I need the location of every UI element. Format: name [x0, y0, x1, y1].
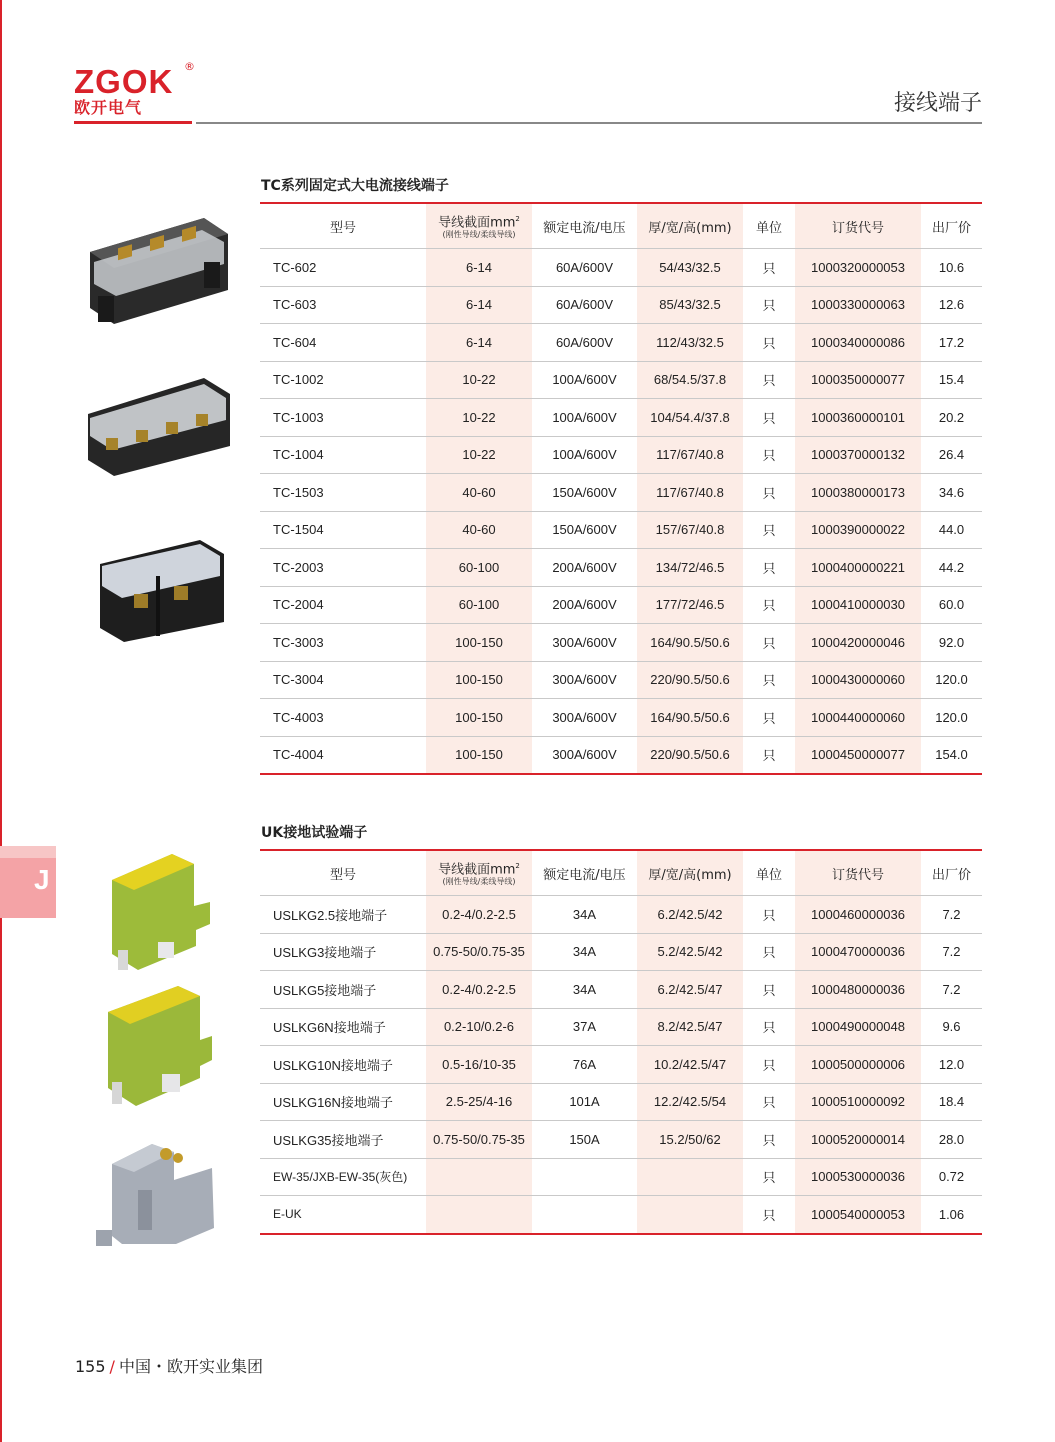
cell-dims: 68/54.5/37.8: [637, 361, 743, 399]
cell-dims: 117/67/40.8: [637, 474, 743, 512]
cell-price: 10.6: [921, 249, 982, 287]
table-row: [260, 436, 982, 474]
cell-dims: 164/90.5/50.6: [637, 699, 743, 737]
cell-dims: 220/90.5/50.6: [637, 661, 743, 699]
table-row: [260, 549, 982, 587]
cell-price: 26.4: [921, 436, 982, 474]
cell-model: TC-1504: [260, 511, 426, 549]
page-number: 155: [75, 1357, 106, 1376]
cell-price: 7.2: [921, 896, 982, 934]
cell-model: TC-603: [260, 286, 426, 324]
cell-model: USLKG2.5接地端子: [260, 896, 426, 934]
cell-unit: 只: [743, 661, 795, 699]
cell-wire: [426, 1158, 532, 1196]
cell-model: USLKG6N接地端子: [260, 1008, 426, 1046]
tc-1004-product-image: [84, 374, 234, 478]
table-row: [260, 896, 982, 934]
header-rule: [196, 122, 982, 124]
cell-unit: 只: [743, 511, 795, 549]
cell-unit: 只: [743, 324, 795, 362]
cell-price: 28.0: [921, 1121, 982, 1159]
cell-order: 1000340000086: [795, 324, 921, 362]
cell-model: USLKG35接地端子: [260, 1121, 426, 1159]
col-wire: 导线截面$mm^2$ (刚性导线/柔线导线): [426, 850, 532, 896]
cell-rated: 150A: [532, 1121, 637, 1159]
cell-model: TC-3004: [260, 661, 426, 699]
section-title-uk: UK接地试验端子: [261, 825, 368, 841]
uslkg-terminal-image-2: [98, 982, 214, 1110]
table-row: [260, 661, 982, 699]
table-row: [260, 286, 982, 324]
table-row: [260, 624, 982, 662]
cell-wire: 60-100: [426, 549, 532, 587]
cell-rated: [532, 1196, 637, 1234]
cell-model: TC-4004: [260, 736, 426, 774]
cell-price: 20.2: [921, 399, 982, 437]
cell-dims: 6.2/42.5/42: [637, 896, 743, 934]
cell-unit: 只: [743, 1008, 795, 1046]
table-row: [260, 361, 982, 399]
cell-model: TC-1503: [260, 474, 426, 512]
cell-model: TC-1004: [260, 436, 426, 474]
tc-spec-table: [260, 202, 982, 775]
cell-rated: 200A/600V: [532, 586, 637, 624]
cell-order: 1000320000053: [795, 249, 921, 287]
cell-dims: 12.2/42.5/54: [637, 1083, 743, 1121]
table-row: [260, 1158, 982, 1196]
cell-unit: 只: [743, 549, 795, 587]
cell-rated: 100A/600V: [532, 399, 637, 437]
col-model: 型号: [260, 203, 426, 249]
cell-dims: 220/90.5/50.6: [637, 736, 743, 774]
cell-model: TC-3003: [260, 624, 426, 662]
cell-price: 15.4: [921, 361, 982, 399]
cell-order: 1000370000132: [795, 436, 921, 474]
cell-unit: 只: [743, 1046, 795, 1084]
cell-wire: 2.5-25/4-16: [426, 1083, 532, 1121]
cell-wire: 0.2-10/0.2-6: [426, 1008, 532, 1046]
cell-unit: 只: [743, 971, 795, 1009]
cell-rated: 300A/600V: [532, 624, 637, 662]
cell-rated: 300A/600V: [532, 661, 637, 699]
cell-dims: 157/67/40.8: [637, 511, 743, 549]
col-dims: 厚/宽/高(mm): [637, 850, 743, 896]
cell-wire: 0.5-16/10-35: [426, 1046, 532, 1084]
uk-spec-table: [260, 849, 982, 1235]
cell-order: 1000460000036: [795, 896, 921, 934]
cell-wire: 6-14: [426, 324, 532, 362]
cell-rated: 300A/600V: [532, 699, 637, 737]
col-model: 型号: [260, 850, 426, 896]
table-row: [260, 971, 982, 1009]
col-price: 出厂价: [921, 203, 982, 249]
cell-model: USLKG16N接地端子: [260, 1083, 426, 1121]
cell-price: 60.0: [921, 586, 982, 624]
cell-wire: 10-22: [426, 399, 532, 437]
cell-price: 120.0: [921, 699, 982, 737]
cell-model: TC-602: [260, 249, 426, 287]
cell-unit: 只: [743, 399, 795, 437]
cell-price: 0.72: [921, 1158, 982, 1196]
cell-order: 1000520000014: [795, 1121, 921, 1159]
cell-order: 1000410000030: [795, 586, 921, 624]
cell-order: 1000350000077: [795, 361, 921, 399]
cell-wire: 10-22: [426, 361, 532, 399]
cell-price: 17.2: [921, 324, 982, 362]
cell-unit: 只: [743, 699, 795, 737]
cell-price: 1.06: [921, 1196, 982, 1234]
cell-dims: 177/72/46.5: [637, 586, 743, 624]
page-footer: [75, 1354, 263, 1377]
cell-unit: 只: [743, 249, 795, 287]
cell-wire: 100-150: [426, 736, 532, 774]
table-row: [260, 933, 982, 971]
cell-rated: [532, 1158, 637, 1196]
table-row: [260, 511, 982, 549]
cell-order: 1000510000092: [795, 1083, 921, 1121]
table-row: [260, 474, 982, 512]
cell-wire: 0.2-4/0.2-2.5: [426, 896, 532, 934]
cell-order: 1000390000022: [795, 511, 921, 549]
footer-slash: /: [109, 1357, 115, 1376]
col-unit: 单位: [743, 850, 795, 896]
cell-price: 120.0: [921, 661, 982, 699]
cell-dims: 112/43/32.5: [637, 324, 743, 362]
cell-rated: 300A/600V: [532, 736, 637, 774]
cell-wire: 40-60: [426, 474, 532, 512]
cell-price: 9.6: [921, 1008, 982, 1046]
cell-model: TC-2004: [260, 586, 426, 624]
cell-order: 1000500000006: [795, 1046, 921, 1084]
cell-order: 1000440000060: [795, 699, 921, 737]
cell-model: USLKG5接地端子: [260, 971, 426, 1009]
cell-price: 7.2: [921, 971, 982, 1009]
cell-rated: 60A/600V: [532, 286, 637, 324]
cell-wire: 40-60: [426, 511, 532, 549]
cell-unit: 只: [743, 1158, 795, 1196]
cell-order: 1000330000063: [795, 286, 921, 324]
table-row: [260, 586, 982, 624]
cell-model: TC-1003: [260, 399, 426, 437]
cell-wire: 100-150: [426, 624, 532, 662]
cell-unit: 只: [743, 586, 795, 624]
cell-model: USLKG3接地端子: [260, 933, 426, 971]
table-row: [260, 1046, 982, 1084]
cell-rated: 34A: [532, 971, 637, 1009]
cell-order: 1000400000221: [795, 549, 921, 587]
cell-model: USLKG10N接地端子: [260, 1046, 426, 1084]
cell-dims: 134/72/46.5: [637, 549, 743, 587]
ew35-endstop-image: [92, 1140, 218, 1250]
header-accent-rule: [74, 121, 192, 124]
cell-order: 1000420000046: [795, 624, 921, 662]
cell-price: 34.6: [921, 474, 982, 512]
cell-dims: 54/43/32.5: [637, 249, 743, 287]
cell-order: 1000490000048: [795, 1008, 921, 1046]
cell-price: 18.4: [921, 1083, 982, 1121]
cell-price: 12.6: [921, 286, 982, 324]
cell-order: 1000360000101: [795, 399, 921, 437]
cell-order: 1000450000077: [795, 736, 921, 774]
cell-order: 1000540000053: [795, 1196, 921, 1234]
footer-org: 中国・欧开实业集团: [118, 1357, 263, 1376]
tc-2003-product-image: [96, 536, 228, 644]
section-tab-j: J: [0, 846, 56, 918]
table-row: [260, 736, 982, 774]
cell-price: 12.0: [921, 1046, 982, 1084]
cell-unit: 只: [743, 896, 795, 934]
cell-wire: 0.2-4/0.2-2.5: [426, 971, 532, 1009]
cell-dims: 15.2/50/62: [637, 1121, 743, 1159]
cell-order: 1000480000036: [795, 971, 921, 1009]
table-row: [260, 1008, 982, 1046]
cell-wire: 0.75-50/0.75-35: [426, 1121, 532, 1159]
cell-rated: 34A: [532, 896, 637, 934]
section-tab-j-highlight: [0, 846, 56, 858]
page-title: 接线端子: [893, 91, 982, 116]
table-header-row: [260, 203, 982, 249]
table-row: [260, 249, 982, 287]
cell-dims: 10.2/42.5/47: [637, 1046, 743, 1084]
table-header-row: [260, 850, 982, 896]
table-row: [260, 1083, 982, 1121]
cell-wire: 0.75-50/0.75-35: [426, 933, 532, 971]
registered-mark: ®: [184, 60, 195, 73]
col-rated: 额定电流/电压: [532, 203, 637, 249]
cell-dims: 85/43/32.5: [637, 286, 743, 324]
cell-dims: [637, 1158, 743, 1196]
cell-model: TC-4003: [260, 699, 426, 737]
cell-model: TC-604: [260, 324, 426, 362]
col-dims: 厚/宽/高(mm): [637, 203, 743, 249]
table-row: [260, 324, 982, 362]
page-left-rule: [0, 0, 2, 1442]
cell-dims: 117/67/40.8: [637, 436, 743, 474]
cell-rated: 150A/600V: [532, 511, 637, 549]
cell-unit: 只: [743, 436, 795, 474]
cell-model: EW-35/JXB-EW-35(灰色): [260, 1158, 426, 1196]
cell-dims: 8.2/42.5/47: [637, 1008, 743, 1046]
cell-unit: 只: [743, 933, 795, 971]
cell-dims: 164/90.5/50.6: [637, 624, 743, 662]
table-row: [260, 399, 982, 437]
cell-unit: 只: [743, 361, 795, 399]
cell-price: 7.2: [921, 933, 982, 971]
cell-rated: 76A: [532, 1046, 637, 1084]
logo-text: ZGOK: [74, 63, 174, 100]
cell-price: 44.0: [921, 511, 982, 549]
col-wire: 导线截面$mm^2$ (刚性导线/柔线导线): [426, 203, 532, 249]
cell-order: 1000430000060: [795, 661, 921, 699]
col-unit: 单位: [743, 203, 795, 249]
cell-dims: 104/54.4/37.8: [637, 399, 743, 437]
cell-price: 44.2: [921, 549, 982, 587]
col-price: 出厂价: [921, 850, 982, 896]
cell-dims: [637, 1196, 743, 1234]
cell-order: 1000530000036: [795, 1158, 921, 1196]
cell-rated: 60A/600V: [532, 324, 637, 362]
cell-unit: 只: [743, 624, 795, 662]
section-title-tc: TC系列固定式大电流接线端子: [261, 178, 449, 194]
cell-price: 92.0: [921, 624, 982, 662]
cell-unit: 只: [743, 1196, 795, 1234]
col-rated: 额定电流/电压: [532, 850, 637, 896]
table-row: [260, 1121, 982, 1159]
cell-rated: 60A/600V: [532, 249, 637, 287]
uslkg-terminal-image-1: [98, 850, 212, 972]
cell-model: E-UK: [260, 1196, 426, 1234]
cell-rated: 101A: [532, 1083, 637, 1121]
cell-rated: 150A/600V: [532, 474, 637, 512]
cell-model: TC-1002: [260, 361, 426, 399]
cell-dims: 5.2/42.5/42: [637, 933, 743, 971]
cell-wire: 100-150: [426, 661, 532, 699]
cell-wire: 100-150: [426, 699, 532, 737]
cell-unit: 只: [743, 1121, 795, 1159]
col-order: 订货代号: [795, 850, 921, 896]
brand-logo: [74, 60, 195, 118]
cell-wire: 6-14: [426, 286, 532, 324]
cell-order: 1000470000036: [795, 933, 921, 971]
cell-wire: [426, 1196, 532, 1234]
cell-rated: 34A: [532, 933, 637, 971]
cell-unit: 只: [743, 474, 795, 512]
table-row: [260, 699, 982, 737]
col-order: 订货代号: [795, 203, 921, 249]
cell-unit: 只: [743, 736, 795, 774]
logo-subtext: 欧开电气: [74, 98, 143, 117]
cell-wire: 6-14: [426, 249, 532, 287]
cell-wire: 10-22: [426, 436, 532, 474]
cell-unit: 只: [743, 286, 795, 324]
cell-wire: 60-100: [426, 586, 532, 624]
cell-model: TC-2003: [260, 549, 426, 587]
tc-602-product-image: [84, 212, 232, 328]
cell-rated: 200A/600V: [532, 549, 637, 587]
cell-dims: 6.2/42.5/47: [637, 971, 743, 1009]
table-row: [260, 1196, 982, 1234]
cell-unit: 只: [743, 1083, 795, 1121]
cell-rated: 100A/600V: [532, 436, 637, 474]
cell-price: 154.0: [921, 736, 982, 774]
cell-order: 1000380000173: [795, 474, 921, 512]
cell-rated: 100A/600V: [532, 361, 637, 399]
cell-rated: 37A: [532, 1008, 637, 1046]
